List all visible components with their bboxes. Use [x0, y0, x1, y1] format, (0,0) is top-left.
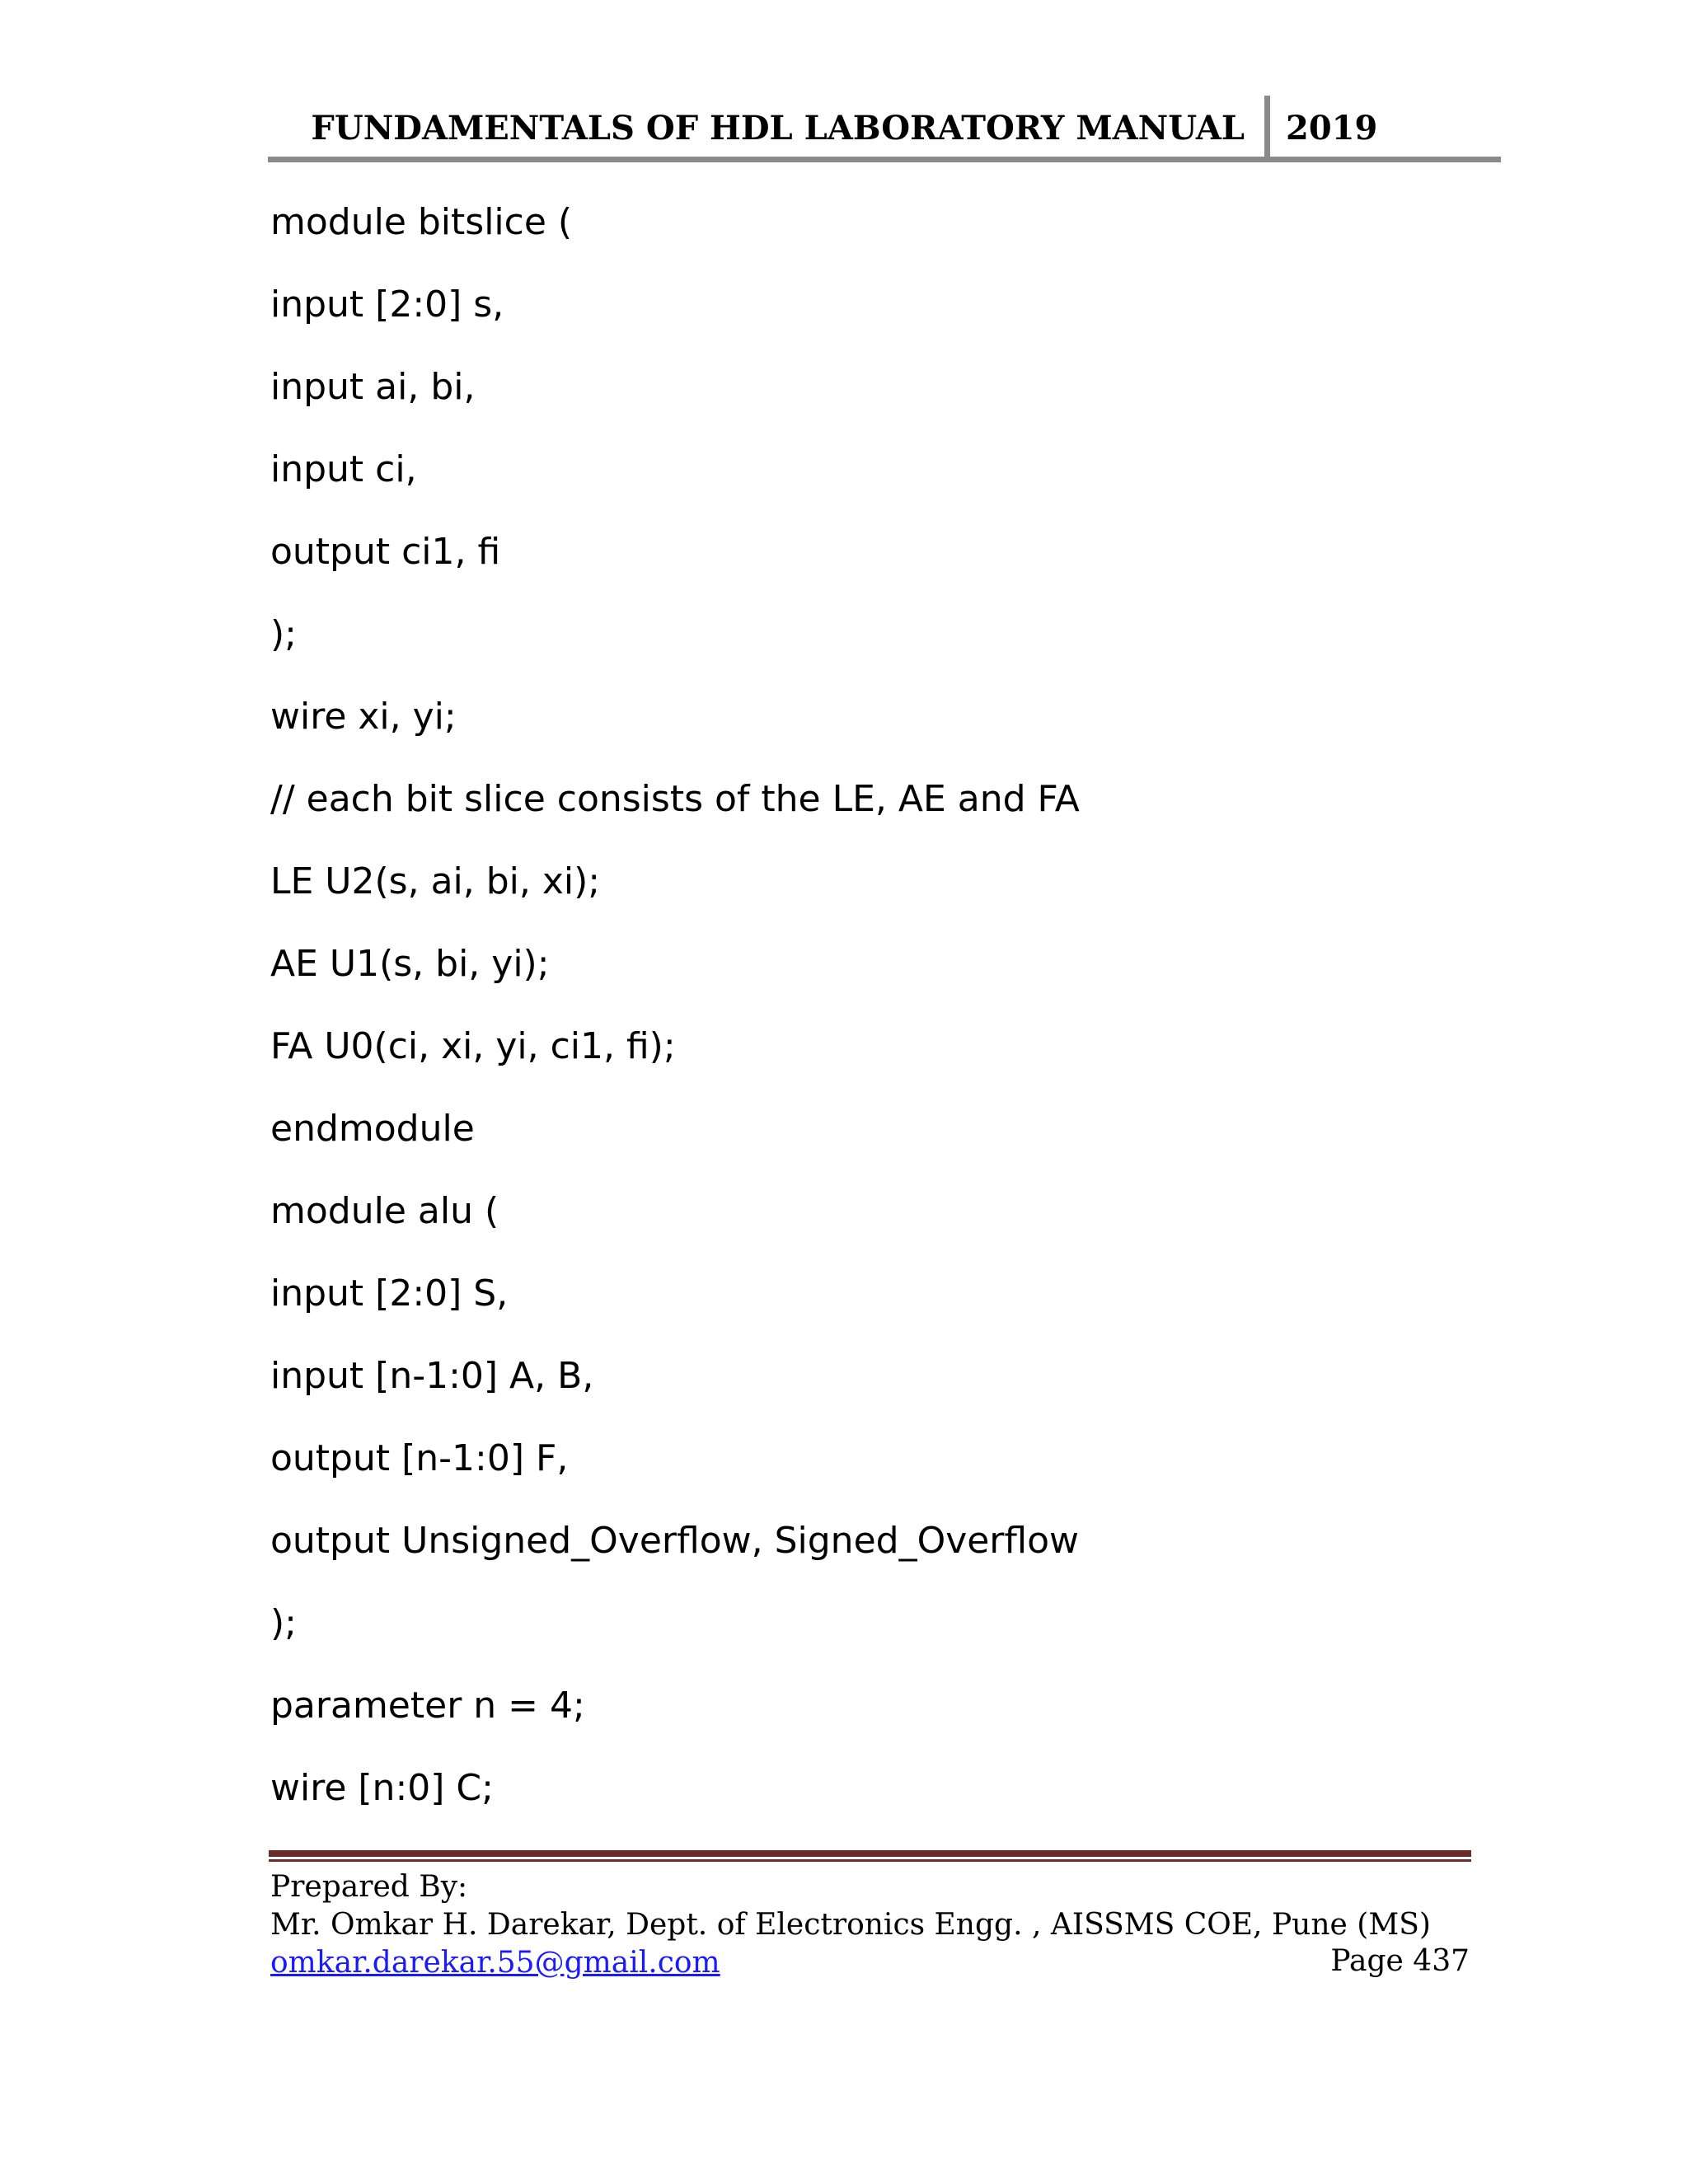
code-line: input ai, bi,: [270, 366, 476, 408]
header-divider: [1264, 96, 1270, 160]
code-line: );: [270, 1602, 297, 1644]
page-header: [270, 96, 1500, 160]
code-line: module bitslice (: [270, 201, 573, 243]
prepared-by-label: Prepared By:: [270, 1870, 468, 1904]
code-line: wire [n:0] C;: [270, 1767, 494, 1809]
code-line: AE U1(s, bi, yi);: [270, 943, 550, 985]
code-line: output [n-1:0] F,: [270, 1437, 569, 1479]
manual-title: FUNDAMENTALS OF HDL LABORATORY MANUAL: [311, 109, 1245, 148]
code-line: LE U2(s, ai, bi, xi);: [270, 860, 601, 902]
code-line: FA U0(ci, xi, yi, ci1, fi);: [270, 1025, 676, 1067]
code-line: input [2:0] S,: [270, 1272, 509, 1315]
code-line: input [2:0] s,: [270, 284, 504, 326]
code-line: // each bit slice consists of the LE, AE and FA: [270, 778, 1080, 820]
code-line: output ci1, fi: [270, 531, 501, 573]
code-line: endmodule: [270, 1108, 475, 1150]
header-rule: [268, 157, 1501, 162]
code-line: );: [270, 613, 297, 655]
code-line: module alu (: [270, 1190, 499, 1232]
author-line: Mr. Omkar H. Darekar, Dept. of Electronics Engg. , AISSMS COE, Pune (MS): [270, 1908, 1431, 1942]
code-line: parameter n = 4;: [270, 1685, 585, 1727]
page-number: Page 437: [1330, 1944, 1470, 1978]
author-email-link[interactable]: omkar.darekar.55@gmail.com: [270, 1946, 720, 1980]
code-line: output Unsigned_Overflow, Signed_Overflow: [270, 1520, 1080, 1562]
code-line: input [n-1:0] A, B,: [270, 1355, 594, 1397]
code-line: wire xi, yi;: [270, 696, 457, 738]
footer-rule-thin: [269, 1859, 1471, 1862]
code-line: input ci,: [270, 448, 417, 490]
manual-year: 2019: [1286, 109, 1378, 148]
footer-rule: [269, 1850, 1471, 1857]
